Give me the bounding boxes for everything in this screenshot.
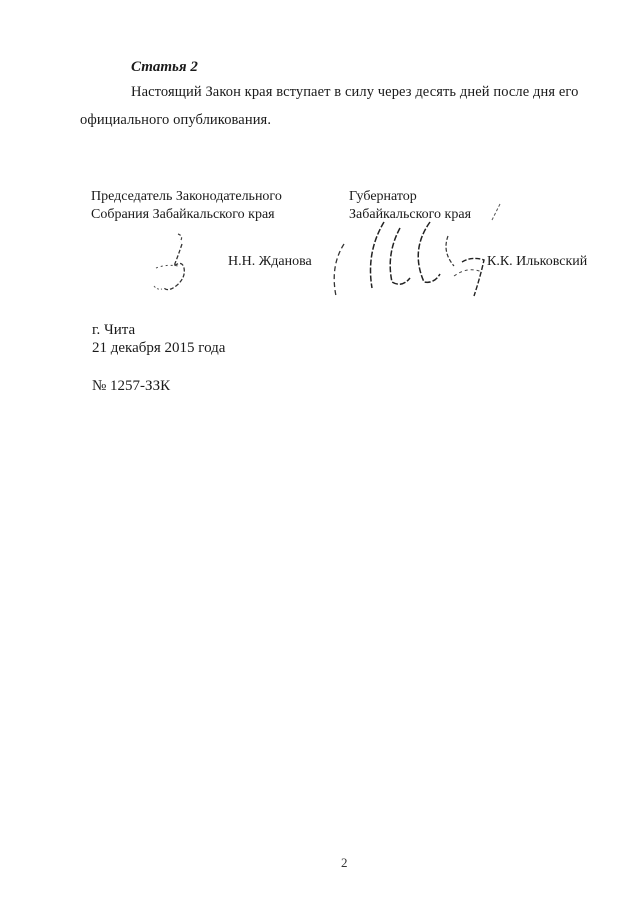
right-signatory-title-line-2: Забайкальского края bbox=[349, 207, 472, 222]
signing-date: 21 декабря 2015 года bbox=[92, 340, 226, 356]
left-signatory-title-line-1: Председатель Законодательного bbox=[91, 189, 282, 204]
left-signatory-name: Н.Н. Жданова bbox=[228, 254, 312, 269]
right-signatory-title-line-1: Губернатор bbox=[349, 189, 417, 204]
law-number: № 1257-ЗЗК bbox=[92, 378, 171, 394]
right-signatory-name: К.К. Ильковский bbox=[487, 254, 588, 269]
left-signatory-title-line-2: Собрания Забайкальского края bbox=[91, 207, 275, 222]
article-text-line-2: официального опубликования. bbox=[80, 112, 272, 128]
left-handwritten-signature bbox=[148, 228, 198, 300]
right-handwritten-signature bbox=[322, 196, 492, 308]
page-number: 2 bbox=[341, 855, 348, 870]
article-title: Статья 2 bbox=[131, 59, 198, 75]
signing-city: г. Чита bbox=[92, 322, 136, 338]
article-text-line-1: Настоящий Закон края вступает в силу через десять дней после дня его bbox=[131, 84, 579, 100]
